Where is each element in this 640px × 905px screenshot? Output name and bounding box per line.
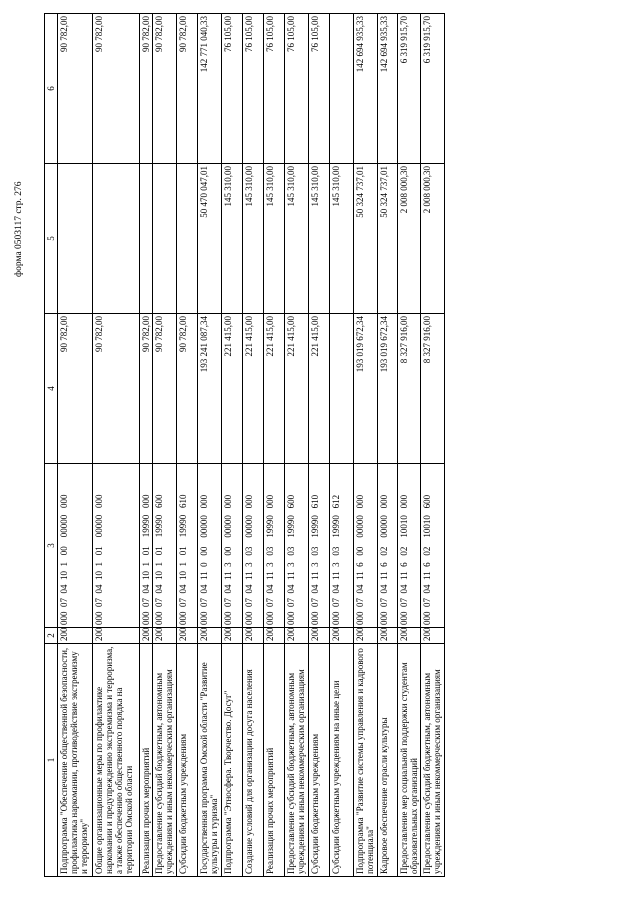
row-col5-cell: 145 310,00 <box>309 164 330 314</box>
row-code-cell: 000 07 04 10 1 01 19990 610 <box>177 464 198 628</box>
row-col2-cell: 200 <box>264 628 285 644</box>
row-name-cell: Предоставление мер социальной поддержки студентам образовательных организаций <box>398 644 421 877</box>
header-row <box>45 14 58 877</box>
row-col6-cell: 90 782,00 <box>93 14 140 164</box>
row-name-cell: Подпрограмма "Развитие системы управления и кадрового потенциала" <box>354 644 378 877</box>
row-name-cell: Реализация прочих мероприятий <box>264 644 285 877</box>
row-name-cell: Общие организационные меры по профилактике наркомании и предупреждению экстремизма и терроризма, а также обеспечению общественного порядка на территории Омской области <box>93 644 140 877</box>
row-col2-cell: 200 <box>153 628 177 644</box>
table-row <box>264 14 285 877</box>
row-code-cell: 000 07 04 11 3 03 19990 610 <box>309 464 330 628</box>
row-code-cell: 000 07 04 10 1 01 00000 000 <box>93 464 140 628</box>
table-row <box>198 14 222 877</box>
row-col6-cell: 76 105,00 <box>309 14 330 164</box>
row-col6-cell: 76 105,00 <box>285 14 309 164</box>
col-header-4: 4 <box>45 314 58 464</box>
col-header-1: 1 <box>45 644 58 877</box>
row-col6-cell: 90 782,00 <box>58 14 93 164</box>
row-code-cell: 000 07 04 11 3 03 19990 600 <box>285 464 309 628</box>
row-col6-cell: 90 782,00 <box>140 14 153 164</box>
col-header-3: 3 <box>45 464 58 628</box>
row-col5-cell: 145 310,00 <box>285 164 309 314</box>
row-col5-cell: 145 310,00 <box>264 164 285 314</box>
row-code-cell: 000 07 04 10 1 00 00000 000 <box>58 464 93 628</box>
row-code-cell: 000 07 04 11 0 00 00000 000 <box>198 464 222 628</box>
row-col2-cell: 200 <box>421 628 445 644</box>
row-col6-cell: 6 319 915,70 <box>398 14 421 164</box>
row-col2-cell: 200 <box>285 628 309 644</box>
row-col6-cell: 76 105,00 <box>264 14 285 164</box>
row-col5-cell: 2 008 000,30 <box>421 164 445 314</box>
row-col4-cell: 8 327 916,00 <box>398 314 421 464</box>
row-col4-cell: 221 415,00 <box>243 314 264 464</box>
row-col4-cell: 221 415,00 <box>309 314 330 464</box>
row-code-cell: 000 07 04 11 3 03 00000 000 <box>243 464 264 628</box>
row-code-cell: 000 07 04 11 6 02 10010 000 <box>398 464 421 628</box>
row-name-cell: Подпрограмма "Обеспечение общественной безопасности, профилактика наркомании, противодействие экстремизму и терроризму" <box>58 644 93 877</box>
row-col4-cell: 90 782,00 <box>177 314 198 464</box>
col-header-6: 6 <box>45 14 58 164</box>
table-row <box>243 14 264 877</box>
row-col5-cell: 50 324 737,01 <box>378 164 398 314</box>
row-col2-cell: 200 <box>330 628 354 644</box>
row-name-cell: Реализация прочих мероприятий <box>140 644 153 877</box>
row-col2-cell: 200 <box>243 628 264 644</box>
row-col5-cell: 145 310,00 <box>243 164 264 314</box>
row-col4-cell: 90 782,00 <box>140 314 153 464</box>
table-row <box>177 14 198 877</box>
row-col4-cell: 221 415,00 <box>222 314 243 464</box>
row-col2-cell: 200 <box>198 628 222 644</box>
row-col4-cell: 90 782,00 <box>153 314 177 464</box>
row-code-cell: 000 07 04 11 6 02 00000 000 <box>378 464 398 628</box>
row-code-cell: 000 07 04 11 3 00 00000 000 <box>222 464 243 628</box>
row-col2-cell: 200 <box>177 628 198 644</box>
row-col6-cell: 90 782,00 <box>177 14 198 164</box>
row-col4-cell: 8 327 916,00 <box>421 314 445 464</box>
row-name-cell: Государственная программа Омской области "Развитие культуры и туризма" <box>198 644 222 877</box>
row-code-cell: 000 07 04 11 6 02 10010 600 <box>421 464 445 628</box>
row-col5-cell <box>177 164 198 314</box>
row-code-cell: 000 07 04 11 3 03 19990 612 <box>330 464 354 628</box>
row-col4-cell: 193 241 087,34 <box>198 314 222 464</box>
row-col6-cell: 142 771 040,33 <box>198 14 222 164</box>
table-row <box>222 14 243 877</box>
budget-table <box>44 13 445 877</box>
row-col2-cell: 200 <box>354 628 378 644</box>
table-row <box>153 14 177 877</box>
row-col5-cell: 145 310,00 <box>222 164 243 314</box>
table-row <box>330 14 354 877</box>
row-col4-cell: 193 019 672,34 <box>378 314 398 464</box>
row-col4-cell: 90 782,00 <box>58 314 93 464</box>
row-col5-cell: 50 470 047,01 <box>198 164 222 314</box>
table-row <box>378 14 398 877</box>
row-col6-cell: 76 105,00 <box>243 14 264 164</box>
form-note: форма 0503117 стр. 276 <box>14 181 24 277</box>
row-col4-cell: 221 415,00 <box>264 314 285 464</box>
row-name-cell: Субсидии бюджетным учреждениям на иные цели <box>330 644 354 877</box>
row-name-cell: Предоставление субсидий бюджетным, автономным учреждениям и иным некоммерческим организациям <box>285 644 309 877</box>
row-col5-cell <box>93 164 140 314</box>
row-name-cell: Подпрограмма "Этносфера. Творчество. Досуг" <box>222 644 243 877</box>
row-col2-cell: 200 <box>58 628 93 644</box>
row-code-cell: 000 07 04 11 3 03 19990 000 <box>264 464 285 628</box>
row-code-cell: 000 07 04 11 6 00 00000 000 <box>354 464 378 628</box>
col-header-5: 5 <box>45 164 58 314</box>
row-col2-cell: 200 <box>378 628 398 644</box>
row-col2-cell: 200 <box>93 628 140 644</box>
row-name-cell: Создание условий для организации досуга населения <box>243 644 264 877</box>
table-row <box>140 14 153 877</box>
row-col6-cell: 90 782,00 <box>153 14 177 164</box>
row-col2-cell: 200 <box>398 628 421 644</box>
row-code-cell: 000 07 04 10 1 01 19990 600 <box>153 464 177 628</box>
row-col2-cell: 200 <box>222 628 243 644</box>
table-row <box>58 14 93 877</box>
row-col4-cell: 193 019 672,34 <box>354 314 378 464</box>
row-col6-cell: 142 694 935,33 <box>354 14 378 164</box>
row-col6-cell: 6 319 915,70 <box>421 14 445 164</box>
row-col5-cell: 145 310,00 <box>330 164 354 314</box>
table-row <box>285 14 309 877</box>
row-col4-cell: 90 782,00 <box>93 314 140 464</box>
row-col2-cell: 200 <box>309 628 330 644</box>
row-col2-cell: 200 <box>140 628 153 644</box>
row-col6-cell: 76 105,00 <box>222 14 243 164</box>
row-col5-cell: 2 008 000,30 <box>398 164 421 314</box>
table-row <box>309 14 330 877</box>
row-col4-cell <box>330 314 354 464</box>
row-col5-cell: 50 324 737,01 <box>354 164 378 314</box>
row-col6-cell: 142 694 935,33 <box>378 14 398 164</box>
row-code-cell: 000 07 04 10 1 01 19990 000 <box>140 464 153 628</box>
row-col6-cell <box>330 14 354 164</box>
row-name-cell: Предоставление субсидий бюджетным, автономным учреждениям и иным некоммерческим организациям <box>421 644 445 877</box>
row-col5-cell <box>58 164 93 314</box>
table-row <box>93 14 140 877</box>
row-name-cell: Субсидии бюджетным учреждениям <box>309 644 330 877</box>
row-col5-cell <box>153 164 177 314</box>
row-name-cell: Субсидии бюджетным учреждениям <box>177 644 198 877</box>
row-col4-cell: 221 415,00 <box>285 314 309 464</box>
row-name-cell: Кадровое обеспечение отрасли культуры <box>378 644 398 877</box>
table-row <box>421 14 445 877</box>
table-row <box>354 14 378 877</box>
col-header-2: 2 <box>45 628 58 644</box>
row-name-cell: Предоставление субсидий бюджетным, автономным учреждениям и иным некоммерческим организациям <box>153 644 177 877</box>
table-row <box>398 14 421 877</box>
row-col5-cell <box>140 164 153 314</box>
